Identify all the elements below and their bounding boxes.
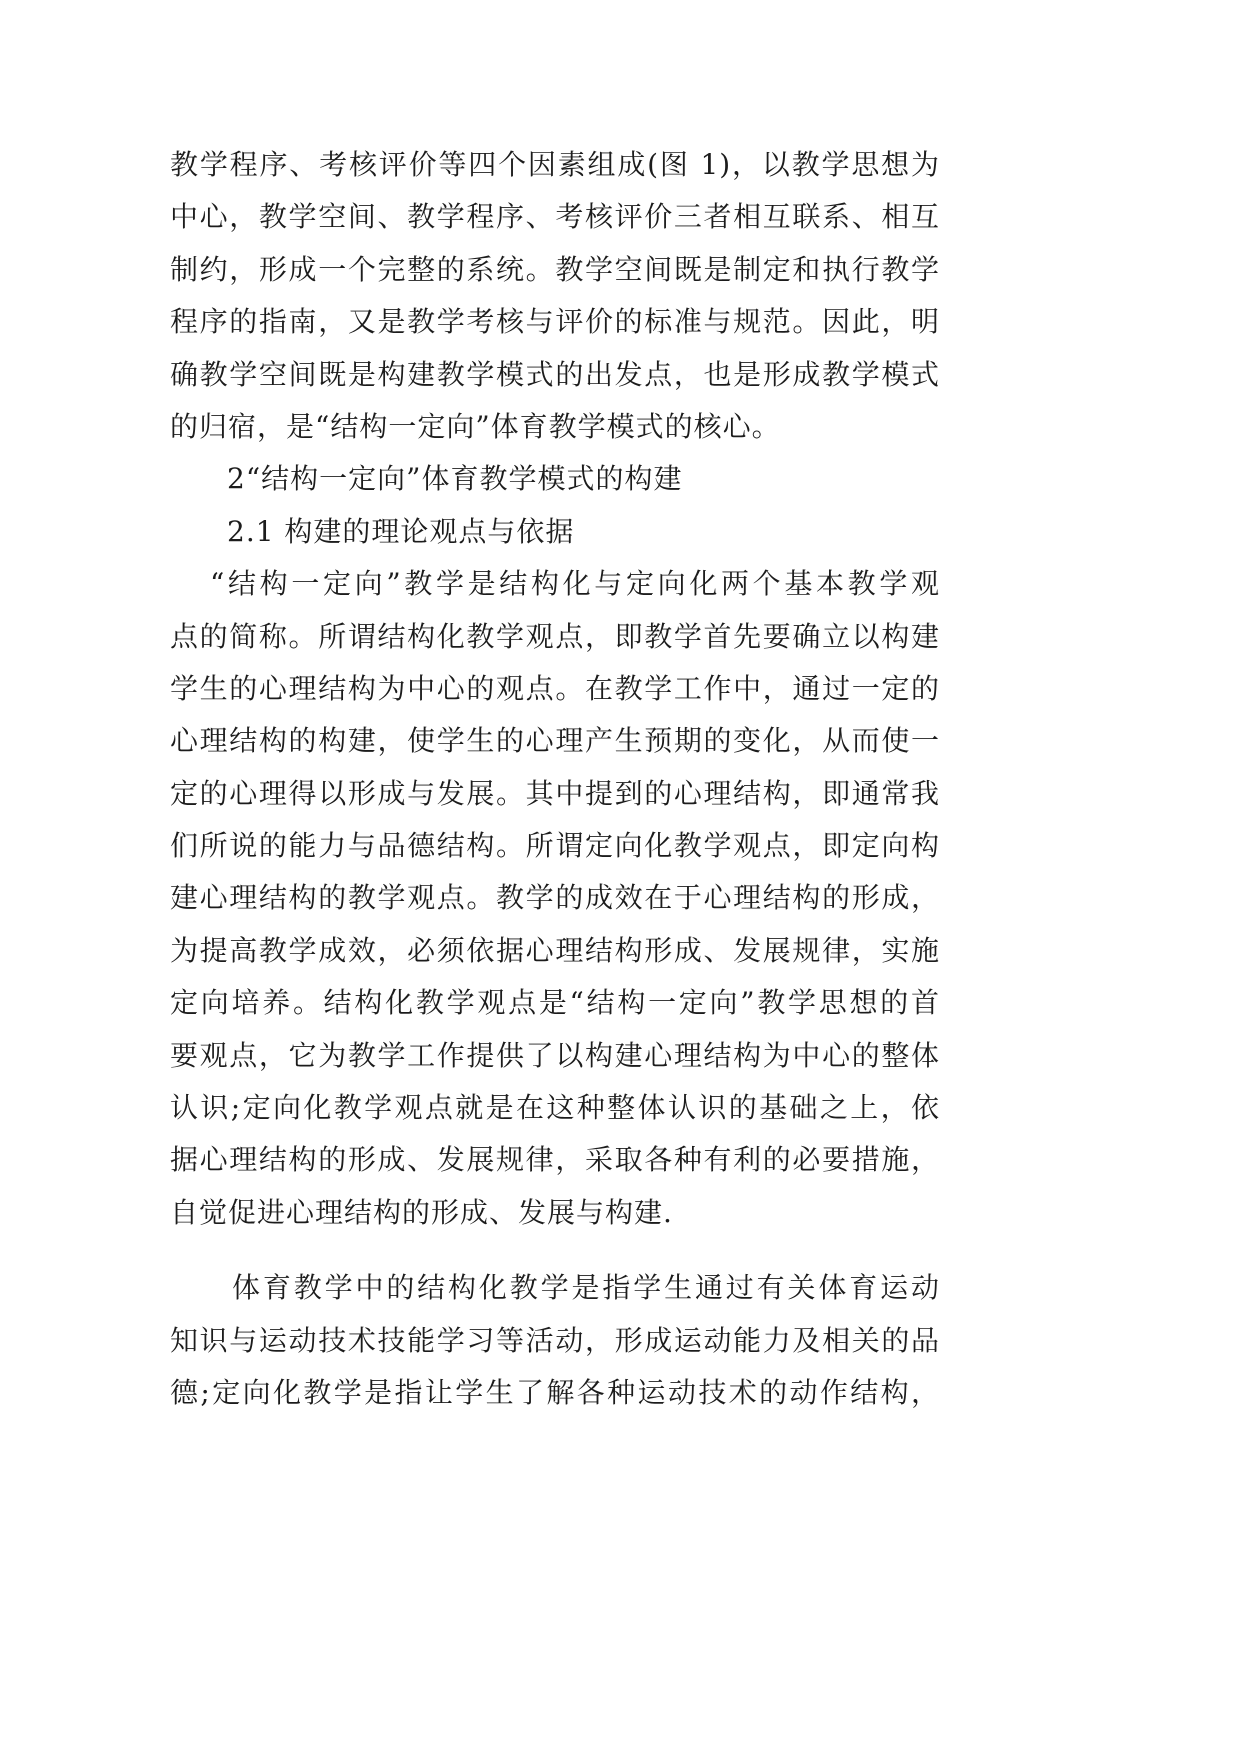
text-line: 心理结构的构建，使学生的心理产生预期的变化，从而使一 xyxy=(170,724,940,758)
text-line: 要观点，它为教学工作提供了以构建心理结构为中心的整体 xyxy=(170,1038,940,1072)
text-line: 们所说的能力与品德结构。所谓定向化教学观点，即定向构 xyxy=(170,829,940,863)
text-line: 点的简称。所谓结构化教学观点，即教学首先要确立以构建 xyxy=(170,619,940,653)
paragraph xyxy=(170,1262,940,1419)
subsection-heading-text: 2.1 构建的理论观点与依据 xyxy=(227,514,575,548)
text-line: 知识与运动技术技能学习等活动，形成运动能力及相关的品 xyxy=(170,1323,940,1357)
text-line: 中心，教学空间、教学程序、考核评价三者相互联系、相互 xyxy=(170,200,940,234)
text-line: 制约，形成一个完整的系统。教学空间既是制定和执行教学 xyxy=(170,252,940,286)
text-line: 确教学空间既是构建教学模式的出发点，也是形成教学模式 xyxy=(170,357,940,391)
text-line: 学生的心理结构为中心的观点。在教学工作中，通过一定的 xyxy=(170,671,940,705)
text-line: 体育教学中的结构化教学是指学生通过有关体育运动 xyxy=(232,1271,940,1305)
text-line: “结构一定向”教学是结构化与定向化两个基本教学观 xyxy=(210,567,940,601)
body-text xyxy=(170,139,940,1419)
section-heading xyxy=(170,453,940,505)
section-heading-text: 2“结构一定向”体育教学模式的构建 xyxy=(227,462,683,496)
paragraph xyxy=(170,139,940,453)
text-line: 程序的指南，又是教学考核与评价的标准与规范。因此，明 xyxy=(170,305,940,339)
text-line: 定的心理得以形成与发展。其中提到的心理结构，即通常我 xyxy=(170,776,940,810)
text-line: 的归宿，是“结构一定向”体育教学模式的核心。 xyxy=(170,409,781,443)
text-line: 德;定向化教学是指让学生了解各种运动技术的动作结构， xyxy=(170,1375,940,1409)
text-line: 自觉促进心理结构的形成、发展与构建. xyxy=(170,1195,673,1229)
text-line: 建心理结构的教学观点。教学的成效在于心理结构的形成， xyxy=(170,881,940,915)
text-line: 为提高教学成效，必须依据心理结构形成、发展规律，实施 xyxy=(170,933,940,967)
text-line: 教学程序、考核评价等四个因素组成(图 1)，以教学思想为 xyxy=(170,148,940,181)
subsection-heading xyxy=(170,506,940,558)
text-line: 定向培养。结构化教学观点是“结构一定向”教学思想的首 xyxy=(170,986,940,1020)
paragraph xyxy=(170,558,940,1239)
text-line: 认识;定向化教学观点就是在这种整体认识的基础之上，依 xyxy=(170,1091,940,1125)
text-line: 据心理结构的形成、发展规律，采取各种有利的必要措施， xyxy=(170,1143,940,1177)
